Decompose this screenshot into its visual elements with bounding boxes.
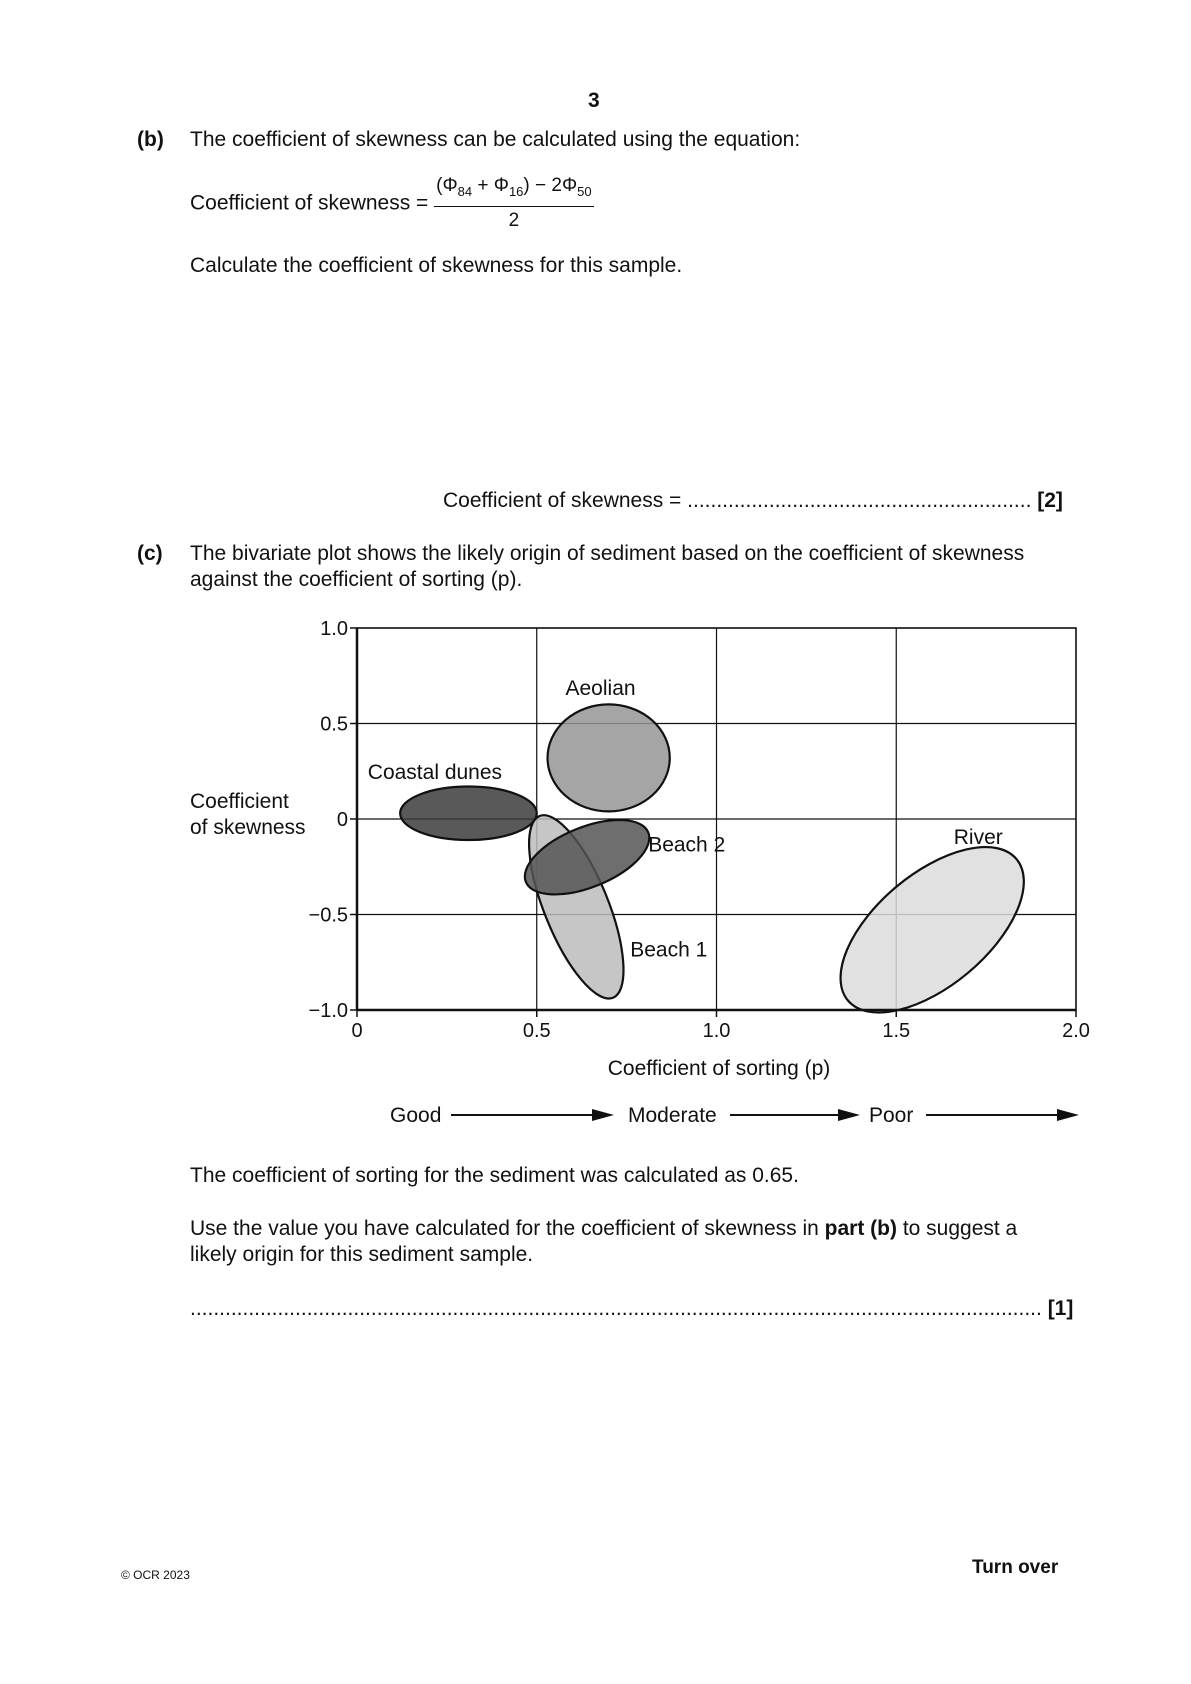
scale-good: Good: [390, 1104, 442, 1127]
formula-numerator: $(\Phi_{84} + \Phi_{16}) - 2\Phi_{50}$: [434, 173, 593, 207]
copyright: © OCR 2023: [121, 1568, 190, 1582]
y-tick-label: −1.0: [308, 1000, 348, 1022]
x-tick-label: 2.0: [1062, 1020, 1090, 1042]
answer-label: Coefficient of skewness =: [443, 489, 682, 512]
x-tick-label: 0: [351, 1020, 363, 1042]
x-tick-label: 1.5: [882, 1020, 911, 1042]
marks-c: [1]: [1047, 1297, 1074, 1320]
x-tick-label: 1.0: [702, 1020, 731, 1042]
part-b-instruction: Calculate the coefficient of skewness for this sample.: [190, 254, 683, 277]
region-label: Coastal dunes: [367, 760, 503, 784]
sorting-value-text: The coefficient of sorting for the sediment was calculated as 0.65.: [190, 1164, 799, 1187]
formula-lhs: Coefficient of skewness =: [190, 191, 429, 215]
y-axis-label-line1: Coefficient: [190, 790, 289, 813]
y-tick-label: 1.0: [320, 618, 348, 640]
part-b-label: (b): [137, 128, 164, 151]
page-number: 3: [588, 89, 600, 112]
region-label: Beach 1: [630, 938, 708, 962]
region-label: River: [953, 825, 1003, 849]
y-axis-label-line2: of skewness: [190, 816, 306, 839]
marks-b: [2]: [1037, 489, 1063, 512]
scale-arrowhead-2: [838, 1109, 860, 1121]
x-tick-label: 0.5: [522, 1020, 551, 1042]
turn-over: Turn over: [972, 1557, 1059, 1578]
x-axis-label: Coefficient of sorting (p): [607, 1057, 831, 1080]
sorting-scale: [390, 1104, 1079, 1127]
region-label: Aeolian: [565, 676, 636, 700]
part-c-instruction-line2: likely origin for this sediment sample.: [190, 1243, 534, 1266]
y-tick-label: −0.5: [308, 904, 348, 927]
part-c-intro-line2: against the coefficient of sorting (p).: [190, 568, 523, 591]
part-c-answer-line: [190, 1296, 1073, 1322]
scale-arrowhead-3: [1057, 1109, 1079, 1121]
y-tick-label: 0.5: [320, 713, 348, 736]
answer-dots[interactable]: ...........................................................: [687, 489, 1032, 512]
part-c-instruction: Use the value you have calculated for the coefficient of skewness in part (b) to suggest a: [190, 1217, 1018, 1240]
answer-dots-c[interactable]: ..................................................................................................................................................: [190, 1297, 1042, 1320]
scale-arrowhead-1: [592, 1109, 614, 1121]
region-label: Beach 2: [648, 833, 726, 857]
scale-moderate: Moderate: [628, 1104, 717, 1127]
plot-regions: [368, 677, 1053, 1044]
region-aeolian: [548, 704, 670, 811]
part-b-intro: The coefficient of skewness can be calculated using the equation:: [190, 128, 801, 151]
part-c-label: (c): [137, 542, 163, 565]
y-tick-label: 0: [336, 809, 348, 831]
part-c-intro-line1: The bivariate plot shows the likely origin of sediment based on the coefficient of skewness: [190, 542, 1025, 565]
scale-poor: Poor: [869, 1104, 914, 1127]
region-coastal-dunes: [400, 787, 537, 840]
formula-denominator: 2: [508, 209, 520, 231]
